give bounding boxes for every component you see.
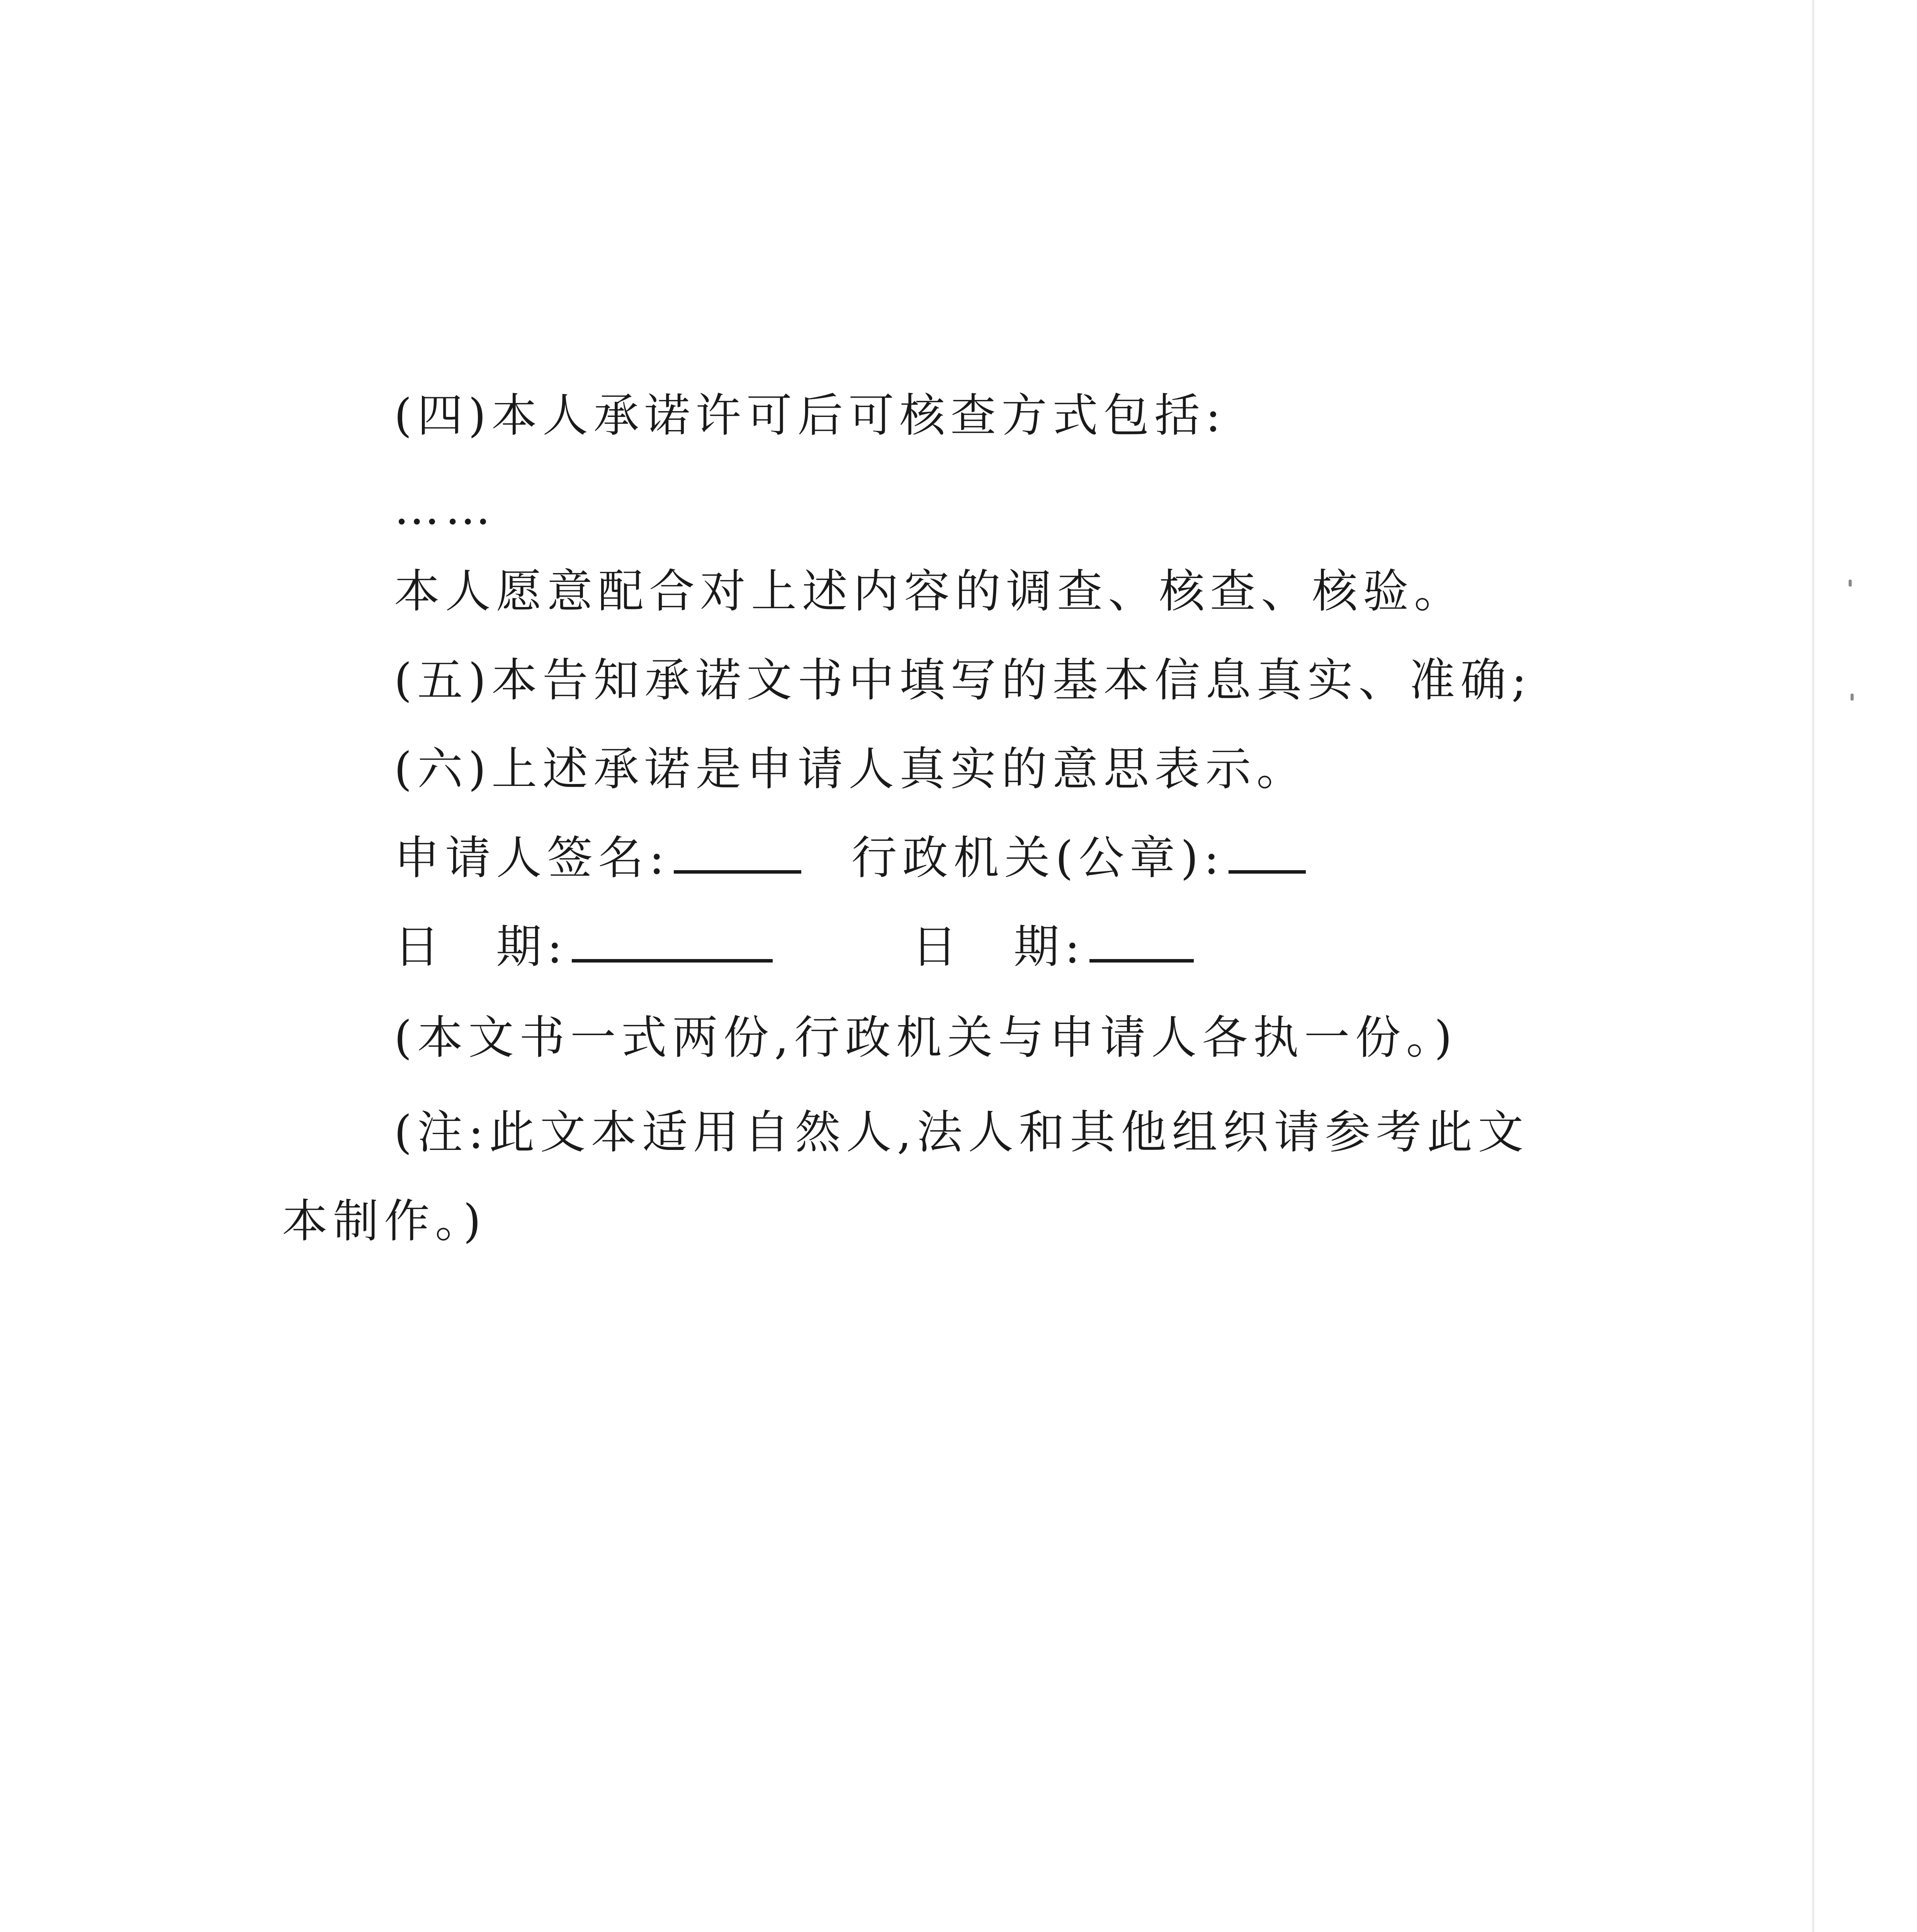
scan-speck: [1849, 580, 1852, 587]
applicant-date-label: 日 期:: [394, 920, 568, 973]
applicant-date-blank: [572, 920, 773, 963]
date-row: [394, 918, 1198, 976]
authority-date-blank: [1089, 920, 1194, 963]
applicability-note-line-1: (注:此文本适用自然人,法人和其他组织请参考此文: [394, 1105, 1529, 1159]
authority-date-label: 日 期:: [911, 920, 1086, 973]
copies-note: (本文书一式两份,行政机关与申请人各执一份。): [394, 1011, 1458, 1064]
scan-edge-shadow: [1812, 0, 1814, 1932]
commitment-item-4: (四)本人承诺许可后可核查方式包括:: [394, 389, 1226, 442]
authority-seal-label: 行政机关(公章):: [851, 831, 1225, 884]
applicant-signature-blank: [674, 832, 801, 874]
cooperation-statement: 本人愿意配合对上述内容的调查、核查、核验。: [394, 565, 1465, 618]
scan-speck: [1851, 694, 1854, 701]
commitment-item-5: (五)本告知承诺文书中填写的基本信息真实、准确;: [394, 653, 1532, 707]
authority-seal-blank: [1229, 832, 1306, 874]
signature-row: [394, 829, 1310, 887]
ellipsis-line: ……: [394, 481, 496, 535]
applicant-signature-label: 申请人签名:: [394, 831, 670, 884]
applicability-note-line-2: 本制作。): [282, 1194, 487, 1248]
commitment-item-6: (六)上述承诺是申请人真实的意思表示。: [394, 742, 1308, 796]
